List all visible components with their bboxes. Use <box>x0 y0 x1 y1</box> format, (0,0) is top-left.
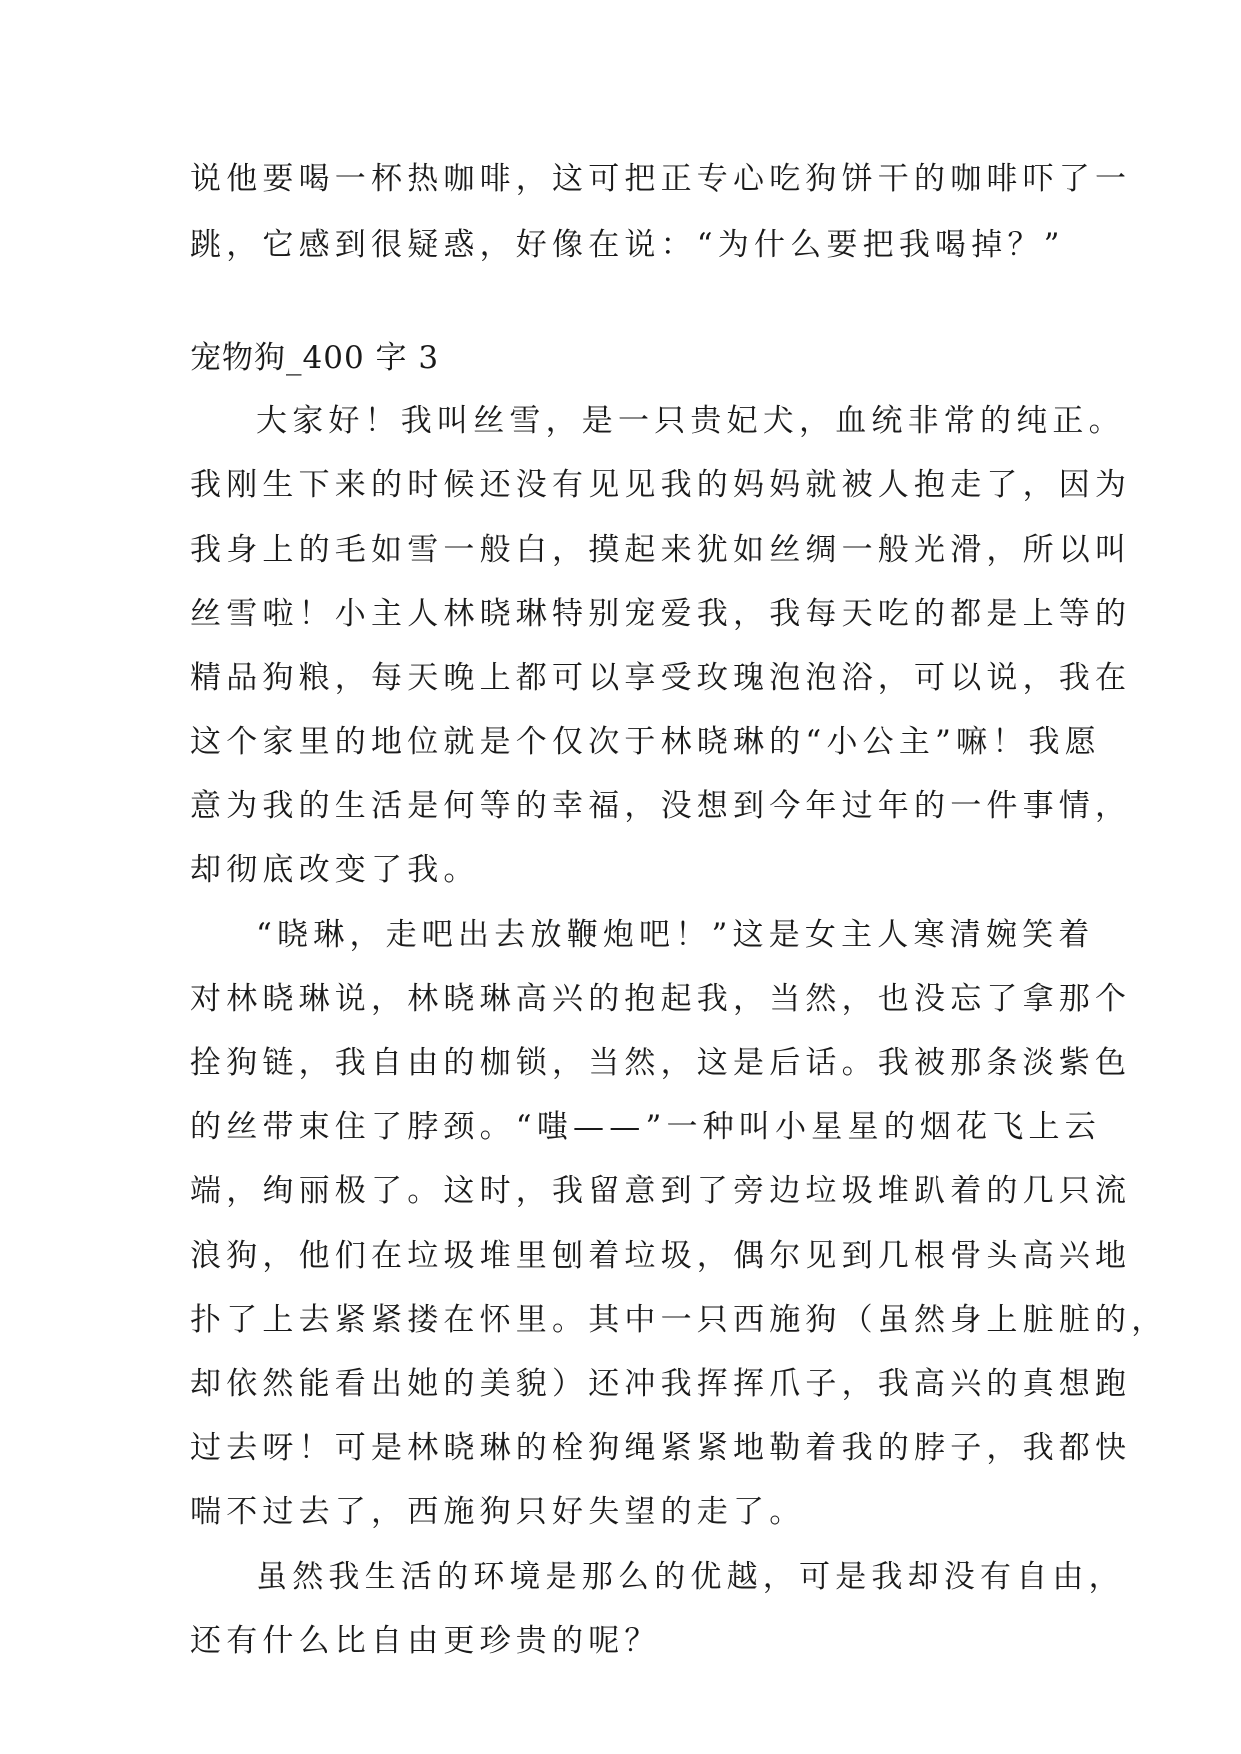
text-line: 对林晓琳说，林晓琳高兴的抱起我，当然，也没忘了拿那个 <box>190 981 1132 1017</box>
text-line: 拴狗链，我自由的枷锁，当然，这是后话。我被那条淡紫色 <box>190 1045 1132 1081</box>
text-line: 说他要喝一杯热咖啡，这可把正专心吃狗饼干的咖啡吓了一 <box>190 161 1132 197</box>
text-line: 却彻底改变了我。 <box>190 852 480 888</box>
text-line: 这个家里的地位就是个仅次于林晓琳的“小公主”嘛！我愿 <box>190 724 1101 760</box>
text-line: 过去呀！可是林晓琳的栓狗绳紧紧地勒着我的脖子，我都快 <box>190 1430 1132 1466</box>
text-line: 端，绚丽极了。这时，我留意到了旁边垃圾堆趴着的几只流 <box>190 1173 1132 1209</box>
paragraph-first-line: 虽然我生活的环境是那么的优越，可是我却没有自由， <box>256 1559 1125 1595</box>
section-title: 宠物狗_400 字 3 <box>190 340 440 376</box>
text-line: 浪狗，他们在垃圾堆里刨着垃圾，偶尔见到几根骨头高兴地 <box>190 1238 1132 1274</box>
text-line: 却依然能看出她的美貌）还冲我挥挥爪子，我高兴的真想跑 <box>190 1366 1132 1402</box>
text-line: 扑了上去紧紧搂在怀里。其中一只西施狗（虽然身上脏脏的， <box>190 1302 1168 1338</box>
text-line: 喘不过去了，西施狗只好失望的走了。 <box>190 1494 806 1530</box>
text-line: 的丝带束住了脖颈。“嗤——”一种叫小星星的烟花飞上云 <box>190 1109 1101 1145</box>
text-line: 意为我的生活是何等的幸福，没想到今年过年的一件事情， <box>190 788 1132 824</box>
text-line: 精品狗粮，每天晚上都可以享受玫瑰泡泡浴，可以说，我在 <box>190 660 1132 696</box>
text-line: 丝雪啦！小主人林晓琳特别宠爱我，我每天吃的都是上等的 <box>190 596 1132 632</box>
text-line: 我刚生下来的时候还没有见见我的妈妈就被人抱走了，因为 <box>190 467 1132 503</box>
paragraph-first-line: “晓琳，走吧出去放鞭炮吧！”这是女主人寒清婉笑着 <box>256 917 1095 953</box>
text-line: 我身上的毛如雪一般白，摸起来犹如丝绸一般光滑，所以叫 <box>190 532 1132 568</box>
text-line: 跳，它感到很疑惑，好像在说：“为什么要把我喝掉？” <box>190 227 1065 263</box>
text-line: 还有什么比自由更珍贵的呢？ <box>190 1623 661 1659</box>
paragraph-first-line: 大家好！我叫丝雪，是一只贵妃犬，血统非常的纯正。 <box>256 403 1125 439</box>
